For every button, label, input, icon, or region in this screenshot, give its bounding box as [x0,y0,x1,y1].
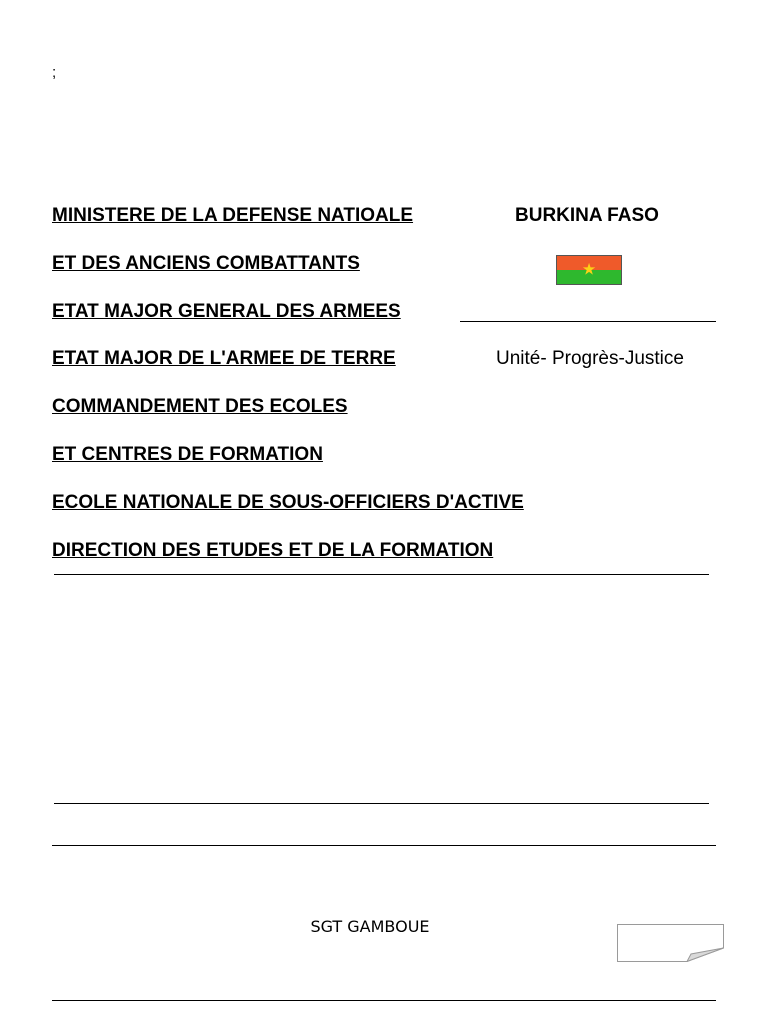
flag-star-icon: ★ [581,259,597,279]
burkina-faso-flag-icon [556,255,622,285]
divider-rule-title-top [54,803,709,804]
divider-rule-title-bottom [52,845,716,846]
header-line-army-staff: ETAT MAJOR DE L'ARMEE DE TERRE [52,348,396,369]
divider-rule-footer [52,1000,716,1001]
header-line-ministry: MINISTERE DE LA DEFENSE NATIOALE [52,205,414,226]
folded-corner-note-icon [617,924,724,962]
country-name: BURKINA FASO [515,205,659,226]
header-line-general-staff: ETAT MAJOR GENERAL DES ARMEES [52,301,401,322]
header-line-studies-direction: DIRECTION DES ETUDES ET DE LA FORMATION [52,540,494,561]
divider-rule-header [54,574,709,575]
header-rule-right [460,321,716,322]
author-name: SGT GAMBOUE [310,917,430,936]
header-line-training-centers: ET CENTRES DE FORMATION [52,444,323,465]
header-line-nco-school: ECOLE NATIONALE DE SOUS-OFFICIERS D'ACTIVE [52,492,524,513]
header-line-veterans: ET DES ANCIENS COMBATTANTS [52,253,360,274]
national-motto: Unité- Progrès-Justice [496,348,684,369]
top-mark: ; [52,64,57,81]
header-line-schools-command: COMMANDEMENT DES ECOLES [52,396,348,417]
